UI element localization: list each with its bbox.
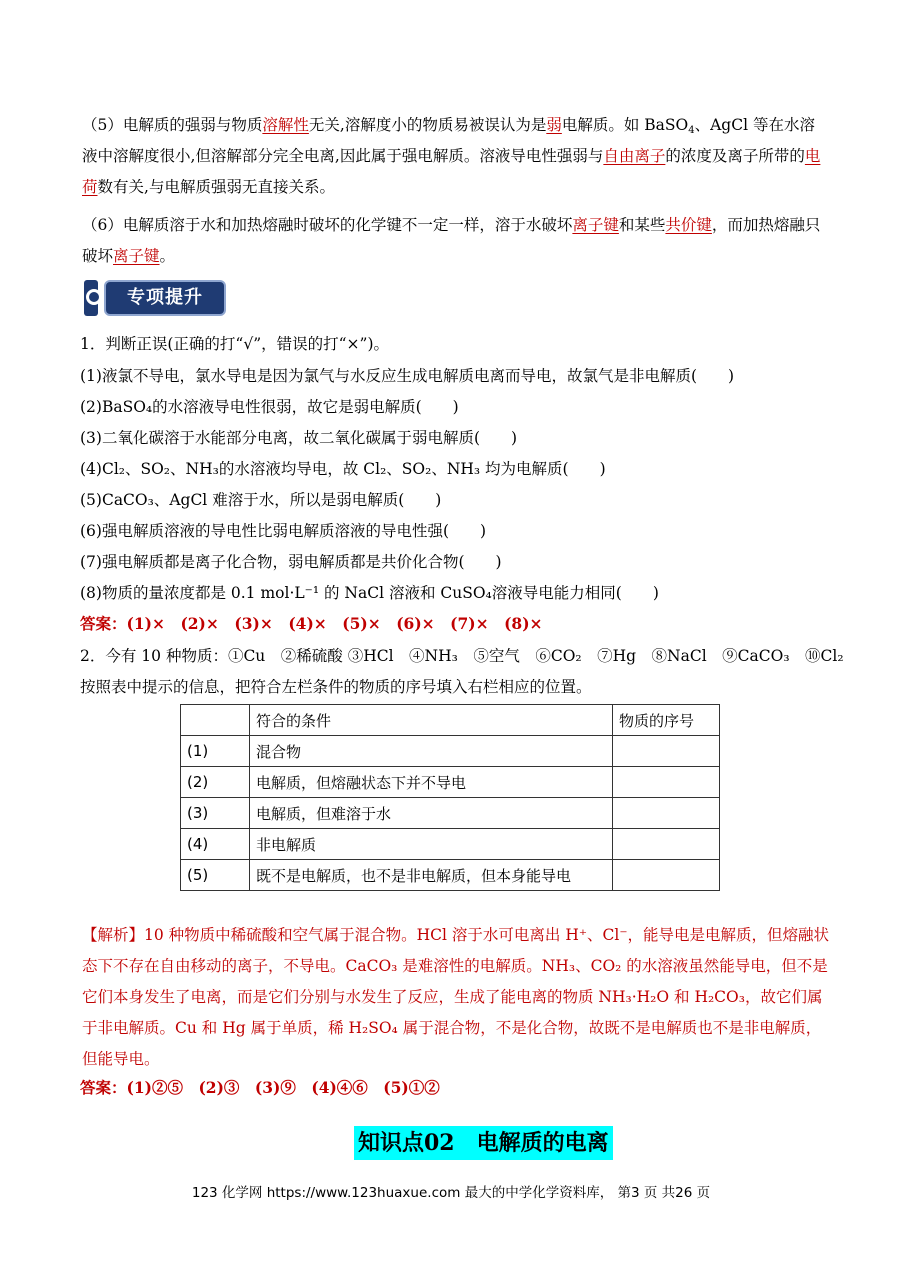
table-cell: 电解质，但熔融状态下并不导电 — [250, 767, 613, 798]
question-2-instruction: 按照表中提示的信息，把符合左栏条件的物质的序号填入右栏相应的位置。 — [80, 678, 592, 696]
answer-cell[interactable] — [613, 829, 720, 860]
question-item: (1)液氯不导电，氯水导电是因为氯气与水反应生成电解质电离而导电，故氯气是非电解质( ) — [80, 367, 735, 385]
note-5-text: 、AgCl 等在水溶液中溶解度很小,但溶解部分完全电离,因此属于强电解质。溶液导电性强弱与 — [82, 116, 815, 165]
table-cell: 混合物 — [250, 736, 613, 767]
question-item: (8)物质的量浓度都是 0.1 mol·L⁻¹ 的 NaCl 溶液和 CuSO₄溶液导电能力相同( ) — [80, 584, 659, 602]
underline-weak: 弱 — [546, 116, 562, 134]
table-cell: 非电解质 — [250, 829, 613, 860]
answer-2: 答案：(1)②⑤ (2)③ (3)⑨ (4)④⑥ (5)①② — [80, 1078, 440, 1097]
question-1-intro: 1．判断正误(正确的打“√”，错误的打“×”)。 — [80, 335, 390, 353]
note-5-text: 的浓度及离子所带的 — [665, 147, 805, 165]
question-item: (2)BaSO₄的水溶液导电性很弱，故它是弱电解质( ) — [80, 398, 459, 416]
analysis-text: 10 种物质中稀硫酸和空气属于混合物。HCl 溶于水可电离出 H⁺、Cl⁻，能导电是电解质，但熔融状态下不存在自由移动的离子，不导电。CaCO₃ 是难溶性的电解质。NH₃、CO₂ 的水溶液虽然能导电，但不是它们本身发生了电离，而是它们分别与水发生了反应，生成了能电离的物质 NH₃·H₂O 和 H₂CO₃，故它们属于非电解质。Cu 和 Hg 属于单质，稀 H₂SO₄ 属于混合物，不是化合物，故既不是电解质也不是非电解质，但能导电。 — [82, 926, 830, 1068]
answer-cell[interactable] — [613, 798, 720, 829]
page-footer: 123 化学网 https://www.123huaxue.com 最大的中学化学资料库， 第3 页 共26 页 — [191, 1185, 711, 1201]
underline-ionic-bond: 离子键 — [113, 247, 160, 265]
banner-ring-icon — [86, 289, 102, 305]
note-6-text: ，而加热熔融只破坏 — [82, 216, 821, 265]
table-row — [181, 798, 720, 829]
note-6-text: （6）电解质溶于水和加热熔融时破坏的化学键不一定一样，溶于水破坏 — [82, 216, 573, 234]
underline-ionic-bond: 离子键 — [572, 216, 619, 234]
underline-covalent-bond: 共价键 — [665, 216, 712, 234]
analysis-block — [82, 920, 830, 1075]
section-banner — [84, 280, 226, 316]
question-2-intro: 2．今有 10 种物质：①Cu ②稀硫酸 ③HCl ④NH₃ ⑤空气 ⑥CO₂ ⑦Hg ⑧NaCl ⑨CaCO₃ ⑩Cl₂ — [80, 647, 844, 665]
table-header-cell: 符合的条件 — [250, 705, 613, 736]
note-5-text: 数有关,与电解质强弱无直接关系。 — [97, 178, 335, 196]
underline-charge: 电荷 — [82, 147, 821, 196]
banner-label: 专项提升 — [127, 287, 203, 308]
answer-cell[interactable] — [613, 736, 720, 767]
conditions-table — [180, 704, 720, 891]
table-header-cell — [181, 705, 250, 736]
note-6-text: 和某些 — [618, 216, 666, 234]
answer-1: 答案：(1)× (2)× (3)× (4)× (5)× (6)× (7)× (8)× — [80, 614, 543, 633]
table-cell: 既不是电解质，也不是非电解质，但本身能导电 — [250, 860, 613, 891]
question-item: (4)Cl₂、SO₂、NH₃的水溶液均导电，故 Cl₂、SO₂、NH₃ 均为电解质( ) — [80, 460, 606, 478]
table-row — [181, 767, 720, 798]
question-item: (7)强电解质都是离子化合物，弱电解质都是共价化合物( ) — [80, 553, 502, 571]
table-header-row — [181, 705, 720, 736]
question-item: (3)二氧化碳溶于水能部分电离，故二氧化碳属于弱电解质( ) — [80, 429, 518, 447]
section-heading: 知识点02 电解质的电离 — [354, 1126, 613, 1160]
table-cell: (4) — [181, 829, 250, 860]
table-cell: (3) — [181, 798, 250, 829]
table-cell: (1) — [181, 736, 250, 767]
note-6 — [82, 210, 824, 272]
underline-free-ions: 自由离子 — [603, 147, 666, 165]
analysis-tag: 【解析】 — [82, 926, 145, 944]
question-item: (6)强电解质溶液的导电性比弱电解质溶液的导电性强( ) — [80, 522, 487, 540]
note-5-text: 电解质。如 BaSO — [561, 116, 689, 134]
table-cell: 电解质，但难溶于水 — [250, 798, 613, 829]
subscript: 4 — [688, 125, 695, 136]
answer-cell[interactable] — [613, 767, 720, 798]
underline-solubility: 溶解性 — [262, 116, 309, 134]
question-item: (5)CaCO₃、AgCl 难溶于水，所以是弱电解质( ) — [80, 491, 442, 509]
note-5-text: （5）电解质的强弱与物质 — [82, 116, 263, 134]
note-5 — [82, 110, 824, 203]
table-cell: (2) — [181, 767, 250, 798]
table-row — [181, 736, 720, 767]
table-cell: (5) — [181, 860, 250, 891]
note-6-text: 。 — [159, 247, 176, 265]
table-header-cell: 物质的序号 — [613, 705, 720, 736]
table-row — [181, 860, 720, 891]
answer-cell[interactable] — [613, 860, 720, 891]
note-5-text: 无关,溶解度小的物质易被误认为是 — [308, 116, 547, 134]
table-row — [181, 829, 720, 860]
